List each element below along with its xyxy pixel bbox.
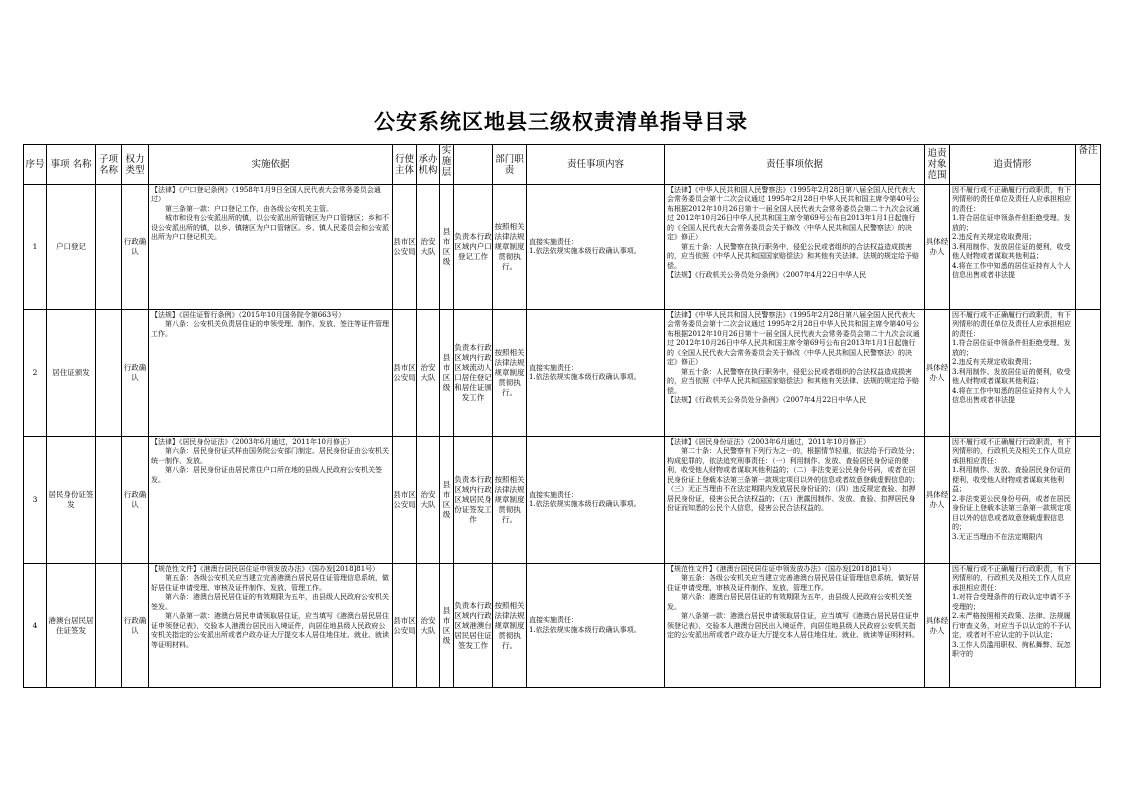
row-basis-cell bbox=[149, 310, 393, 437]
row-remarks bbox=[1076, 310, 1101, 437]
row-power-type: 行政确认 bbox=[122, 185, 149, 310]
row-cases-cell bbox=[950, 437, 1076, 564]
row-power-type: 行政确认 bbox=[122, 310, 149, 437]
table-row bbox=[24, 564, 1101, 688]
row-basis-cell bbox=[149, 185, 393, 310]
row-dept-duty: 负责本行政区域内户口登记工作 bbox=[454, 185, 493, 310]
header-accountable-scope: 追责对象范围 bbox=[925, 145, 950, 185]
row-duty-content: 直接实施责任： 1.依法依规实施本级行政确认事项。 bbox=[529, 237, 641, 255]
row-basis: 【规范性文件】《港澳台居民居住证申领发放办法》（国办发[2018]81号） 第五条：各级公安机关应当建立完善港澳台居民居住证管理信息系统，做好居住证申请受理、审核及证件制作、发放、管理工作。 第六条：港澳台居民居住证的有效期限为五年，由县级人民政府公安机关签发。 第八条第一款：港澳台居民申请领取居住证，应当填写《港澳台居民居住证申领登记表》，交验本人港澳台居民出入境证件，向居住地县级人民政府公安机关指定的公安派出所或者户政办证大厅提交本人居住地住址、就业、就读等证明材料。 bbox=[151, 564, 389, 649]
header-row bbox=[24, 145, 1101, 185]
row-seq: 2 bbox=[24, 310, 47, 437]
row-remarks bbox=[1076, 185, 1101, 310]
responsibility-table bbox=[23, 144, 1101, 688]
header-item-name: 事项 名称 bbox=[47, 145, 96, 185]
header-basis: 实施依据 bbox=[149, 145, 393, 185]
row-item-name: 居民身份证签发 bbox=[47, 437, 96, 564]
table-row bbox=[24, 437, 1101, 564]
row-cases: 因不履行或不正确履行行政职责，有下列情形的责任单位及责任人应承担相应的责任： 1.符合居住证申领条件但拒绝受理、发放的； 2.违反有关规定收取费用； 3.利用制作、发放居住证的便利，收受他人财物或者谋取其他利益； 4.将在工作中知悉的居住证持有人个人信息出售或者非法提 bbox=[952, 310, 1071, 404]
header-power-type: 权力类型 bbox=[122, 145, 149, 185]
row-duty-basis: 【法律】《中华人民共和国人民警察法》（1995年2月28日第八届全国人民代表大会常务委员会第十二次会议通过 1995年2月28日中华人民共和国主席令第40号公布根据2012年10月26日第十一届全国人民代表大会常务委员会第二十九次会议通过 2012年10月26日中华人民共和国主席令第69号公布自2013年1月1日起施行的《全国人民代表大会常务委员会关于修改〈中华人民共和国人民警察法〉的决定》修正） 第五十条：人民警察在执行职务中，侵犯公民或者组织的合法权益造成损害的，应当依照《中华人民共和国国家赔偿法》和其他有关法律、法规的规定给予赔偿。 【法规】《行政机关公务员处分条例》（2007年4月22日中华人民 bbox=[667, 310, 920, 404]
row-dept-duty-2: 按照相关法律法规规章制度贯彻执行。 bbox=[493, 564, 527, 688]
row-duty-content-cell bbox=[527, 185, 665, 310]
row-dept-duty: 负责本行政区域内行政区域流动人口居住登记和居住证颁发工作 bbox=[454, 310, 493, 437]
row-level: 县市区级 bbox=[440, 310, 454, 437]
row-basis: 【法律】《居民身份证法》（2003年6月通过，2011年10月修正） 第六条：居民身份证式样由国务院公安部门制定。居民身份证由公安机关统一制作、发放。 第八条：居民身份证由居民常住户口所在地的县级人民政府公安机关签发。 bbox=[151, 437, 389, 484]
row-seq: 1 bbox=[24, 185, 47, 310]
row-cases-cell bbox=[950, 564, 1076, 688]
header-executor: 行使主体 bbox=[393, 145, 417, 185]
row-cases: 因不履行或不正确履行行政职责，有下列情形的，行政机关及相关工作人员应承担相应责任： 1.对符合受理条件的行政认定申请不予受理的； 2.未严格按照相关政策、法律、法规履行审查义务，对应当予以认定的不予认定，或者对不应认定的予以认定； 3.工作人员滥用职权、徇私舞弊、玩忽职守的 bbox=[952, 564, 1071, 658]
row-remarks bbox=[1076, 437, 1101, 564]
row-scope: 具体经办人 bbox=[925, 185, 950, 310]
row-duty-basis-cell bbox=[665, 310, 925, 437]
header-duty-basis: 责任事项依据 bbox=[665, 145, 925, 185]
row-executor: 县市区公安局 bbox=[393, 437, 417, 564]
row-duty-content: 直接实施责任： 1.依法依规实施本级行政确认事项。 bbox=[529, 363, 641, 381]
row-item-name: 户口登记 bbox=[47, 185, 96, 310]
row-duty-basis-cell bbox=[665, 564, 925, 688]
row-level: 县市区级 bbox=[440, 564, 454, 688]
row-handler: 治安大队 bbox=[417, 437, 440, 564]
row-dept-duty-2: 按照相关法律法规规章制度贯彻执行。 bbox=[493, 310, 527, 437]
row-duty-basis-cell bbox=[665, 437, 925, 564]
row-seq: 3 bbox=[24, 437, 47, 564]
row-scope: 具体经办人 bbox=[925, 564, 950, 688]
row-handler: 治安大队 bbox=[417, 185, 440, 310]
header-duty-content: 责任事项内容 bbox=[527, 145, 665, 185]
row-sub-item bbox=[96, 310, 122, 437]
row-duty-content-cell bbox=[527, 564, 665, 688]
row-power-type: 行政确认 bbox=[122, 564, 149, 688]
header-handler: 承办机构 bbox=[417, 145, 440, 185]
page-title: 公安系统区地县三级权责清单指导目录 bbox=[374, 109, 748, 134]
header-accountable-cases: 追责情形 bbox=[950, 145, 1076, 185]
header-remarks: 备注 bbox=[1076, 145, 1101, 185]
row-item-name: 港澳台居民居住证签发 bbox=[47, 564, 96, 688]
row-basis-cell bbox=[149, 564, 393, 688]
row-executor: 县市区公安局 bbox=[393, 185, 417, 310]
row-scope: 具体经办人 bbox=[925, 437, 950, 564]
row-duty-content: 直接实施责任： 1.依法依规实施本级行政确认事项。 bbox=[529, 616, 641, 634]
row-dept-duty-2: 按照相关法律法规规章制度贯彻执行。 bbox=[493, 437, 527, 564]
header-seq: 序号 bbox=[24, 145, 47, 185]
row-duty-basis: 【法律】《中华人民共和国人民警察法》（1995年2月28日第八届全国人民代表大会常务委员会第十二次会议通过 1995年2月28日中华人民共和国主席令第40号公布根据2012年10月26日第十一届全国人民代表大会常务委员会第二十九次会议通过 2012年10月26日中华人民共和国主席令第69号公布自2013年1月1日起施行的《全国人民代表大会常务委员会关于修改〈中华人民共和国人民警察法〉的决定》修正） 第五十条：人民警察在执行职务中，侵犯公民或者组织的合法权益造成损害的，应当依照《中华人民共和国国家赔偿法》和其他有关法律、法规的规定给予赔偿。 【法规】《行政机关公务员处分条例》（2007年4月22日中华人民 bbox=[667, 185, 920, 279]
row-cases: 因不履行或不正确履行行政职责，有下列情形的责任单位及责任人应承担相应的责任： 1.符合居住证申领条件但拒绝受理、发放的； 2.违反有关规定收取费用； 3.利用制作、发放居住证的便利，收受他人财物或者谋取其他利益； 4.将在工作中知悉的居住证持有人个人信息出售或者非法提 bbox=[952, 185, 1071, 279]
row-cases-cell bbox=[950, 310, 1076, 437]
row-level: 县市区级 bbox=[440, 437, 454, 564]
row-basis: 【法规】《居住证暂行条例》（2015年10月国务院令第663号） 第八条：公安机关负责居住证的申领受理、制作、发放、签注等证件管理工作。 bbox=[151, 310, 389, 338]
table-row bbox=[24, 185, 1101, 310]
row-duty-content: 直接实施责任： 1.依法依规实施本级行政确认事项。 bbox=[529, 490, 641, 508]
row-dept-duty-2: 按照相关法律法规规章制度贯彻执行。 bbox=[493, 185, 527, 310]
row-power-type: 行政确认 bbox=[122, 437, 149, 564]
header-dept-duty: 部门职责 bbox=[493, 145, 527, 185]
row-cases-cell bbox=[950, 185, 1076, 310]
table-row bbox=[24, 310, 1101, 437]
row-seq: 4 bbox=[24, 564, 47, 688]
row-cases: 因不履行或不正确履行行政职责，有下列情形的，行政机关及相关工作人员应承担相应责任： 1.利用制作、发放、查验居民身份证的便利，收受他人财物或者谋取其他利益； 2.非法变更公民身份号码，或者在居民身份证上登载本法第三条第一款规定项目以外的信息或者故意登载虚假信息的； 3.无正当理由不在法定期限内 bbox=[952, 437, 1071, 541]
row-sub-item bbox=[96, 437, 122, 564]
row-handler: 治安大队 bbox=[417, 564, 440, 688]
row-sub-item bbox=[96, 564, 122, 688]
row-basis-cell bbox=[149, 437, 393, 564]
row-executor: 县市区公安局 bbox=[393, 564, 417, 688]
row-item-name: 居住证颁发 bbox=[47, 310, 96, 437]
row-remarks bbox=[1076, 564, 1101, 688]
header-dept-duty-blank bbox=[454, 145, 493, 185]
header-level: 实施层 bbox=[440, 145, 454, 185]
row-basis: 【法律】《户口登记条例》（1958年1月9日全国人民代表大会常务委员会通过） 第三条第一款：户口登记工作，由各级公安机关主管。 城市和设有公安派出所的镇，以公安派出所管辖区为户口管辖区；乡和不设公安派出所的镇，以乡、镇辖区为户口管辖区。乡、镇人民委员会和公安派出所为户口登记机关。 bbox=[151, 185, 389, 241]
row-duty-basis-cell bbox=[665, 185, 925, 310]
row-dept-duty: 负责本行政区域内行政区域居民身份证签发工作 bbox=[454, 437, 493, 564]
row-duty-content-cell bbox=[527, 310, 665, 437]
row-duty-basis: 【法律】《居民身份证法》（2003年6月通过，2011年10月修正） 第二十条：人民警察有下列行为之一的，根据情节轻重，依法给予行政处分；构成犯罪的，依法追究刑事责任：（一）利用制作、发放、查验居民身份证的便利，收受他人财物或者谋取其他利益的；（二）非法变更公民身份号码，或者在居民身份证上登载本法第三条第一款规定项目以外的信息或者故意登载虚假信息的；（三）无正当理由不在法定期限内发放居民身份证的；（四）违反规定查验、扣押居民身份证，侵害公民合法权益的；（五）泄露因制作、发放、查验、扣押居民身份证而知悉的公民个人信息，侵害公民合法权益的。 bbox=[667, 437, 919, 512]
row-dept-duty: 负责本行政区域内行政区域港澳台居民居住证签发工作 bbox=[454, 564, 493, 688]
row-executor: 县市区公安局 bbox=[393, 310, 417, 437]
row-handler: 治安大队 bbox=[417, 310, 440, 437]
row-duty-basis: 【规范性文件】《港澳台居民居住证申领发放办法》（国办发[2018]81号） 第五条：各级公安机关应当建立完善港澳台居民居住证管理信息系统，做好居住证申请受理、审核及证件制作、发放、管理工作。 第六条：港澳台居民居住证的有效期限为五年，由县级人民政府公安机关签发。 第八条第一款：港澳台居民申请领取居住证，应当填写《港澳台居民居住证申领登记表》，交验本人港澳台居民出入境证件，向居住地县级人民政府公安机关指定的公安派出所或者户政办证大厅提交本人居住地住址、就业、就读等证明材料。 bbox=[667, 564, 919, 639]
row-sub-item bbox=[96, 185, 122, 310]
row-duty-content-cell bbox=[527, 437, 665, 564]
row-scope: 具体经办人 bbox=[925, 310, 950, 437]
row-level: 县市区级 bbox=[440, 185, 454, 310]
header-sub-item: 子项名称 bbox=[96, 145, 122, 185]
